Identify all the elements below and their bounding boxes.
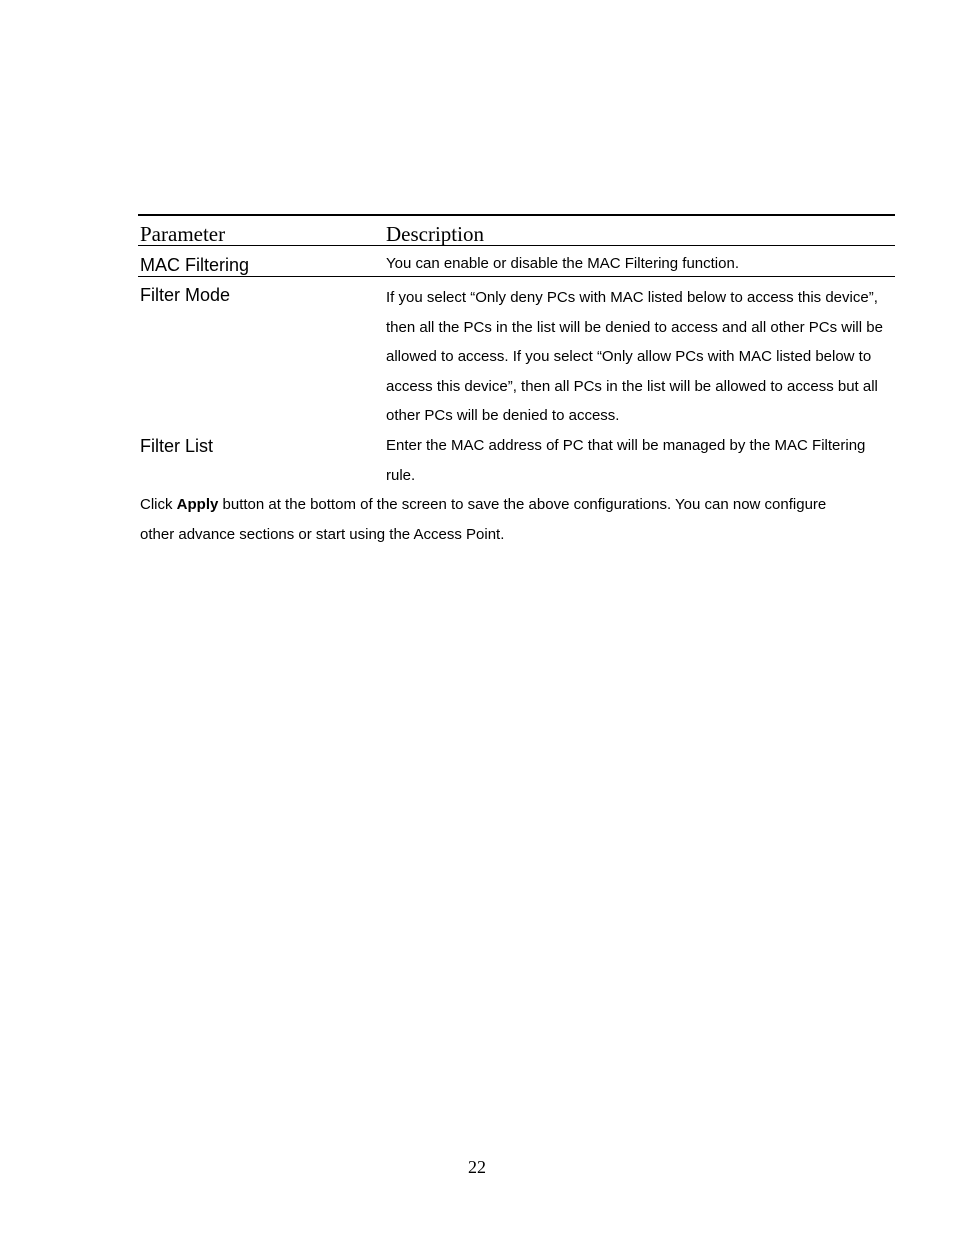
note-suffix: button at the bottom of the screen to save the above configurations. You can now configure other advance sections or start using the Access Point. bbox=[140, 496, 827, 543]
table-row bbox=[138, 277, 895, 431]
header-parameter: Parameter bbox=[140, 222, 226, 246]
parameter-table bbox=[138, 214, 895, 490]
parameter-name: Filter List bbox=[140, 435, 214, 456]
parameter-description: If you select “Only deny PCs with MAC listed below to access this device”, then all the PCs in the list will be denied to access and all other PCs will be allowed to access. If you select “Only allow PCs with MAC listed below to access this device”, then all PCs in the list will be allowed to access but all other PCs will be denied to access. bbox=[386, 289, 883, 425]
note-prefix: Click bbox=[140, 496, 177, 513]
parameter-description: Enter the MAC address of PC that will be managed by the MAC Filtering rule. bbox=[386, 436, 866, 484]
parameter-description: You can enable or disable the MAC Filtering function. bbox=[386, 255, 739, 272]
apply-keyword: Apply bbox=[176, 496, 219, 513]
table-row bbox=[138, 431, 895, 490]
parameter-name: Filter Mode bbox=[140, 285, 231, 305]
page-number: 22 bbox=[468, 1157, 486, 1177]
header-description: Description bbox=[386, 222, 484, 246]
apply-instruction bbox=[140, 490, 840, 550]
table-header-row bbox=[138, 216, 895, 245]
parameter-name: MAC Filtering bbox=[140, 255, 250, 275]
table-row bbox=[138, 246, 895, 276]
